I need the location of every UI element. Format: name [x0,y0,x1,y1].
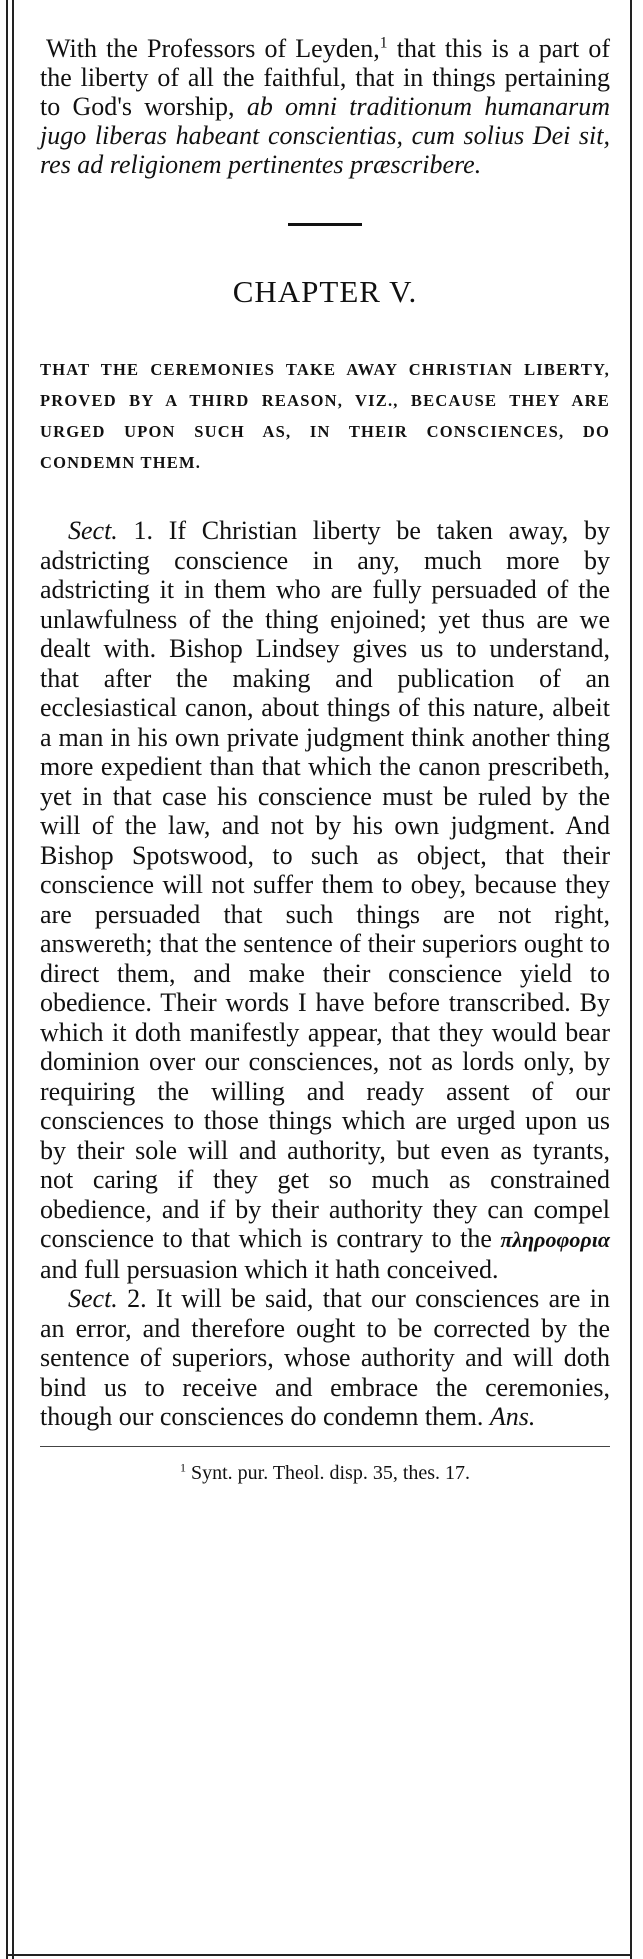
section-2-text: It will be said, that our consciences are in an error, and therefore ought to be corrected by the sentence of superiors, whose authority and will doth bind us to receive and embrace the ceremonies, though our consciences do condemn them. [40,1284,610,1431]
section-1-paragraph [40,516,610,1284]
footnote-text: Synt. pur. Theol. disp. 35, thes. 17. [185,1461,471,1484]
section-separator [288,223,362,226]
section-1-text: If Christian liberty be taken away, by adstricting conscience in any, much more by adstricting it in them who are fully persuaded of the unlawfulness of the thing enjoined; yet thus are we dealt with. Bishop Lindsey gives us to understand, that after the making and publication of an ecclesiastical canon, about things of this nature, albeit a man in his own private judgment think another thing more expedient than that which the canon prescribeth, yet in that case his conscience must be ruled by the will of the law, and not by his own judgment. And Bishop Spotswood, to such as object, that their conscience will not suffer them to obey, because they are persuaded that such things are not right, answereth; that the sentence of their superiors ought to direct them, and make their conscience yield to obedience. Their words I have before transcribed. By which it doth manifestly appear, that they would bear dominion over our consciences, not as lords only, by requiring the willing and ready assent of our consciences to those things which are urged upon us by their sole will and authority, but even as tyrants, not caring if they get so much as constrained obedience, and if by their authority they can compel conscience to that which is contrary to the [40,516,611,1253]
section-2-number: 2. [117,1284,147,1313]
section-1-number: 1. [117,516,154,545]
footnote-number: 1 [179,1459,186,1474]
chapter-argument: THAT THE CEREMONIES TAKE AWAY CHRISTIAN LIBERTY, PROVED BY A THIRD REASON, VIZ., BECAUSE THEY ARE URGED UPON SUCH AS, IN THEIR CONSCIENCES, DO CONDEMN THEM. [40,360,610,472]
right-border-rule [630,0,632,1959]
lead-middle: that this is a part of the liberty of all the faithful, that in things pertaining to God's worship, [40,34,610,121]
section-2-label: Sect. [68,1284,118,1313]
footnote [40,1461,610,1485]
footnote-marker: 1 [379,34,388,52]
left-border-rule-outer [6,0,8,1959]
left-border-rule-inner [12,0,14,1959]
answer-label: Ans. [489,1402,536,1431]
lead-intro: With the Professors of Leyden, [46,34,380,63]
section-1-text-end: and full persuasion which it hath conceived. [40,1254,499,1284]
bottom-border-rule [6,1954,632,1956]
chapter-title: CHAPTER V. [232,274,418,309]
section-2-paragraph [40,1284,610,1432]
text-column [40,34,610,1485]
footnote-rule [40,1446,610,1447]
greek-term: πληροφορια [500,1227,610,1252]
section-1-label: Sect. [68,516,118,545]
latin-quotation: ab omni traditionum humanarum jugo liberas habeant conscientias, cum solius Dei sit, res ad religionem pertinentes præscribere. [40,92,610,179]
lead-paragraph [40,34,610,179]
